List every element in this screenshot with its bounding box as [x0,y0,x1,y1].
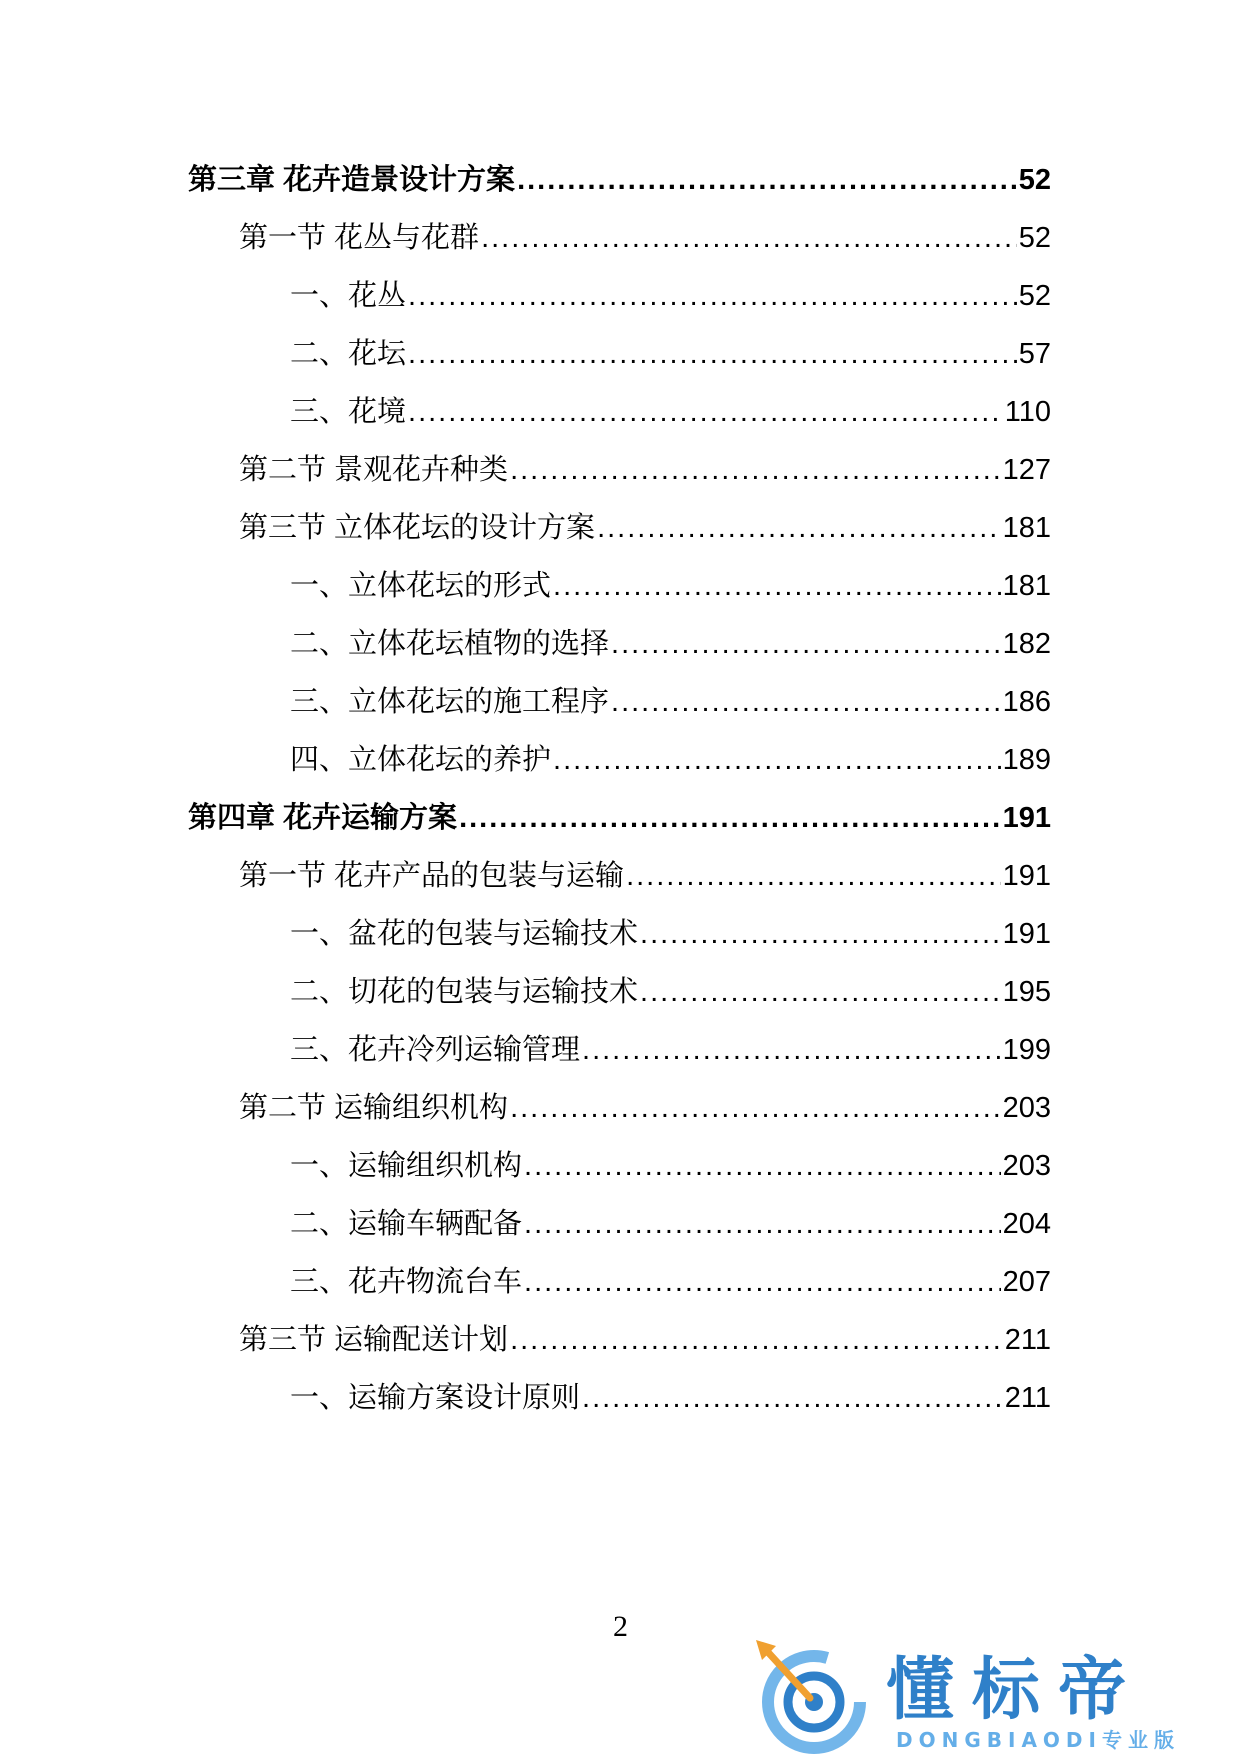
toc-entry-page: 52 [1018,164,1051,196]
toc-entry[interactable] [239,450,1051,490]
toc-leader-dots [459,798,1001,838]
toc-leader-dots [408,276,1017,316]
toc-entry-page: 127 [1002,454,1051,486]
toc-leader-dots [408,334,1017,374]
toc-entry[interactable] [290,1030,1051,1070]
toc-entry-page: 182 [1002,628,1051,660]
toc-entry-page: 186 [1002,686,1051,718]
toc-entry[interactable] [290,682,1051,722]
toc-leader-dots [517,160,1017,200]
toc-entry[interactable] [239,218,1051,258]
toc-leader-dots [640,972,1001,1012]
toc-entry-title: 一、运输组织机构 [290,1150,523,1182]
page-number: 2 [613,1610,628,1643]
toc-entry-title: 三、立体花坛的施工程序 [290,686,610,718]
toc-entry[interactable] [290,740,1051,780]
toc-leader-dots [582,1378,1003,1418]
toc-entry-page: 189 [1002,744,1051,776]
toc-entry-title: 三、花卉物流台车 [290,1266,523,1298]
toc-leader-dots [524,1146,1001,1186]
toc-entry[interactable] [239,1320,1051,1360]
toc-leader-dots [626,856,1001,896]
toc-entry[interactable] [290,624,1051,664]
toc-leader-dots [582,1030,1001,1070]
toc-entry[interactable] [290,972,1051,1012]
toc-entry-page: 57 [1018,338,1051,370]
toc-leader-dots [510,1088,1001,1128]
toc-leader-dots [524,1204,1001,1244]
toc-entry-page: 204 [1002,1208,1051,1240]
toc-entry-title: 第二节 运输组织机构 [239,1092,509,1124]
toc-entry[interactable] [290,1204,1051,1244]
toc-leader-dots [510,1320,1003,1360]
toc-entry-page: 181 [1002,512,1051,544]
toc-entry-page: 181 [1002,570,1051,602]
watermark-brand: 懂标帝 [886,1651,1145,1730]
toc-entry-page: 211 [1004,1324,1051,1356]
toc-entry-title: 二、运输车辆配备 [290,1208,523,1240]
toc-leader-dots [408,392,1003,432]
toc-entry-page: 191 [1002,860,1051,892]
toc-entry[interactable] [290,1262,1051,1302]
toc-entry[interactable] [290,566,1051,606]
toc-entry-title: 第二节 景观花卉种类 [239,454,509,486]
watermark-subtitle: DONGBIAODI专业版 [896,1728,1180,1752]
toc-entry[interactable] [290,914,1051,954]
toc-entry-page: 110 [1004,396,1051,428]
toc-leader-dots [524,1262,1001,1302]
toc-leader-dots [481,218,1017,258]
toc-entry[interactable] [239,508,1051,548]
toc-leader-dots [611,682,1001,722]
toc-entry[interactable] [290,392,1051,432]
toc-entry-title: 第三节 立体花坛的设计方案 [239,512,596,544]
toc-entry[interactable] [188,798,1051,838]
toc-entry-title: 二、花坛 [290,338,407,370]
toc-entry-page: 199 [1002,1034,1051,1066]
toc-entry-page: 207 [1002,1266,1051,1298]
watermark [746,1636,1241,1754]
toc-entry-title: 第三章 花卉造景设计方案 [188,164,516,196]
toc-entry-title: 第四章 花卉运输方案 [188,802,458,834]
toc-entry-title: 四、立体花坛的养护 [290,744,552,776]
toc-entry-page: 191 [1002,802,1051,834]
toc-entry-title: 一、运输方案设计原则 [290,1382,581,1414]
toc-entry-title: 一、花丛 [290,280,407,312]
toc-entry[interactable] [290,276,1051,316]
toc-entry-title: 一、立体花坛的形式 [290,570,552,602]
toc-entry[interactable] [290,1146,1051,1186]
toc-entry-title: 二、切花的包装与运输技术 [290,976,639,1008]
toc-entry-title: 第三节 运输配送计划 [239,1324,509,1356]
toc-entry[interactable] [290,334,1051,374]
toc-entry[interactable] [239,856,1051,896]
toc-entry-title: 三、花境 [290,396,407,428]
toc-entry-page: 52 [1018,222,1051,254]
toc-leader-dots [510,450,1001,490]
toc-entry-page: 203 [1002,1092,1051,1124]
toc-entry-title: 第一节 花丛与花群 [239,222,480,254]
toc-entry-page: 203 [1002,1150,1051,1182]
toc-entry[interactable] [188,160,1051,200]
toc-entry[interactable] [239,1088,1051,1128]
toc-leader-dots [553,566,1001,606]
toc-entry-title: 三、花卉冷列运输管理 [290,1034,581,1066]
toc-leader-dots [640,914,1001,954]
target-arrow-icon [746,1636,876,1754]
toc-entry[interactable] [290,1378,1051,1418]
toc-entry-title: 二、立体花坛植物的选择 [290,628,610,660]
toc-leader-dots [611,624,1001,664]
toc-entry-page: 211 [1004,1382,1051,1414]
toc-entry-title: 第一节 花卉产品的包装与运输 [239,860,625,892]
toc-entry-title: 一、盆花的包装与运输技术 [290,918,639,950]
toc-leader-dots [553,740,1001,780]
toc-entry-page: 195 [1002,976,1051,1008]
toc-entry-page: 52 [1018,280,1051,312]
toc-entry-page: 191 [1002,918,1051,950]
toc-leader-dots [597,508,1001,548]
